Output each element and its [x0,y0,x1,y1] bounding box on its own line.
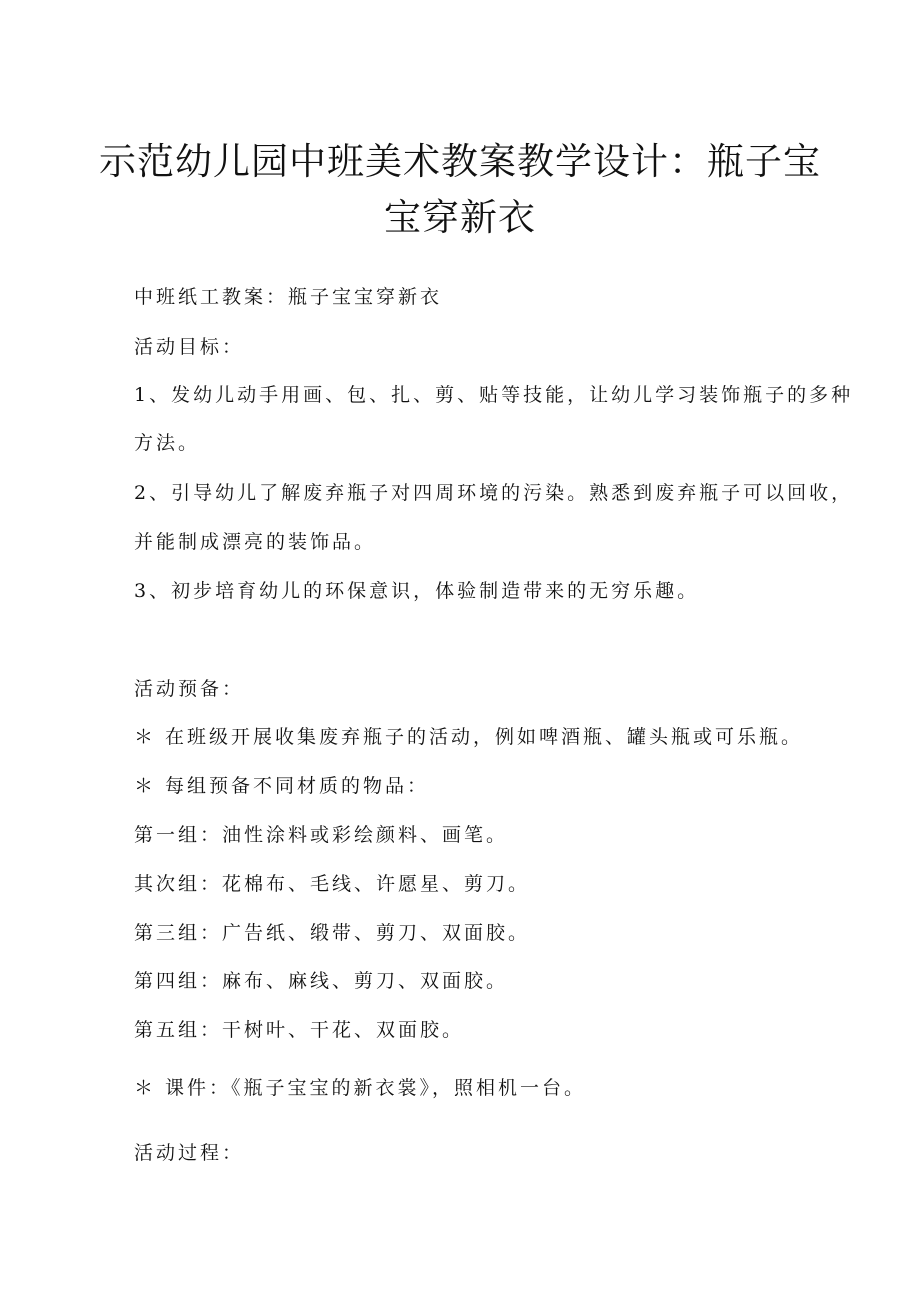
group-3: 第三组：广告纸、缎带、剪刀、双面胶。 [134,922,531,944]
goal-3: 3、初步培育幼儿的环保意识，体验制造带来的无穷乐趣。 [134,580,700,602]
group-4: 第四组：麻布、麻线、剪刀、双面胶。 [134,970,509,992]
group-5: 第五组：干树叶、干花、双面胶。 [134,1019,465,1041]
subtitle: 中班纸工教案：瓶子宝宝穿新衣 [134,286,443,308]
prep-item-3: ＊ 课件：《瓶子宝宝的新衣裳》，照相机一台。 [134,1077,587,1099]
goal-2-line-2: 并能制成漂亮的装饰品。 [134,531,377,553]
group-2: 其次组：花棉布、毛线、许愿星、剪刀。 [134,873,531,895]
group-1: 第一组：油性涂料或彩绘颜料、画笔。 [134,824,509,846]
goal-1-line-2: 方法。 [134,432,201,454]
goal-1-line-1: 1、发幼儿动手用画、包、扎、剪、贴等技能，让幼儿学习装饰瓶子的多种 [134,384,854,406]
prep-heading: 活动预备： [134,678,245,700]
goal-2-line-1: 2、引导幼儿了解废弃瓶子对四周环境的污染。熟悉到废弃瓶子可以回收， [134,482,854,504]
prep-item-2: ＊ 每组预备不同材质的物品： [134,775,430,797]
prep-item-1: ＊ 在班级开展收集废弃瓶子的活动，例如啤酒瓶、罐头瓶或可乐瓶。 [134,726,804,748]
document-title-line-1: 示范幼儿园中班美术教案教学设计：瓶子宝 [99,140,821,183]
goals-heading: 活动目标： [134,336,245,358]
document-title-line-2: 宝穿新衣 [384,196,536,239]
process-heading: 活动过程： [134,1142,245,1164]
